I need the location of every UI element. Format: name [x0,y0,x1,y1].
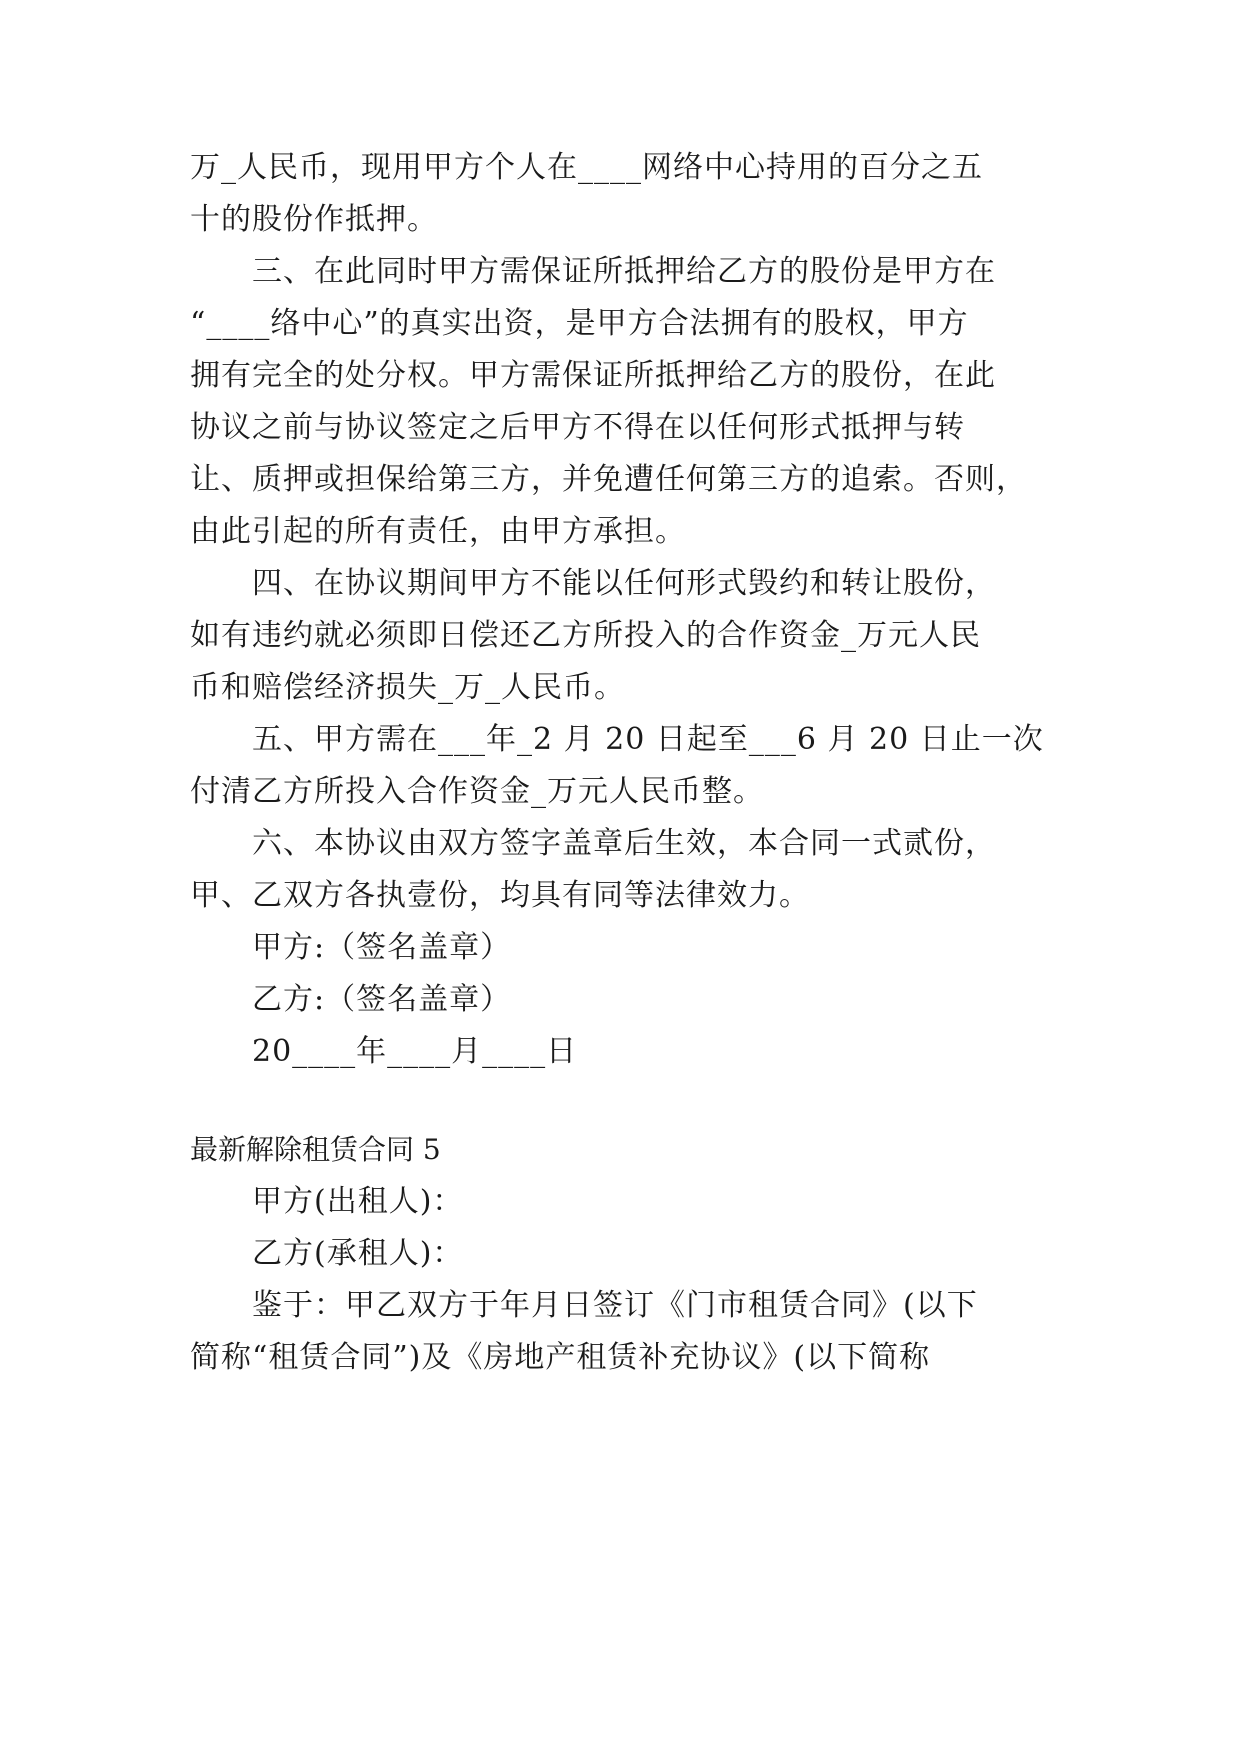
text-line: 由此引起的所有责任，由甲方承担。 [190,514,686,549]
text-line: 币和赔偿经济损失_万_人民币。 [190,670,625,705]
text-line: 拥有完全的处分权。甲方需保证所抵押给乙方的股份，在此 [190,358,996,393]
text-line: “____络中心”的真实出资，是甲方合法拥有的股权，甲方 [190,306,969,341]
party-a-lessor: 甲方(出租人)： [252,1184,464,1219]
party-b-lessee: 乙方(承租人)： [252,1236,464,1271]
text-line: 万_人民币，现用甲方个人在____网络中心持用的百分之五 [190,150,983,185]
text-line: 鉴于：甲乙双方于年月日签订《门市租赁合同》(以下 [252,1288,978,1323]
text-line: 五、甲方需在___年_2 月 20 日起至___6 月 20 日止一次 [252,722,1044,757]
signature-party-b: 乙方:（签名盖章） [252,982,512,1017]
text-line: 十的股份作抵押。 [190,202,438,237]
text-line: 协议之前与协议签定之后甲方不得在以任何形式抵押与转 [190,410,965,445]
text-line: 甲、乙双方各执壹份，均具有同等法律效力。 [190,878,810,913]
signature-party-a: 甲方:（签名盖章） [252,930,512,965]
text-line: 四、在协议期间甲方不能以任何形式毁约和转让股份， [252,566,996,601]
section-heading: 最新解除租赁合同 5 [190,1133,441,1166]
text-line: 简称“租赁合同”)及《房地产租赁补充协议》(以下简称 [190,1340,931,1375]
text-line: 让、质押或担保给第三方，并免遭任何第三方的追索。否则， [190,462,1027,497]
text-line: 如有违约就必须即日偿还乙方所投入的合作资金_万元人民 [190,618,981,653]
text-line: 六、本协议由双方签字盖章后生效，本合同一式贰份， [252,826,996,861]
signature-date: 20____年____月____日 [252,1034,578,1069]
text-line: 付清乙方所投入合作资金_万元人民币整。 [190,774,764,809]
text-line: 三、在此同时甲方需保证所抵押给乙方的股份是甲方在 [252,254,996,289]
